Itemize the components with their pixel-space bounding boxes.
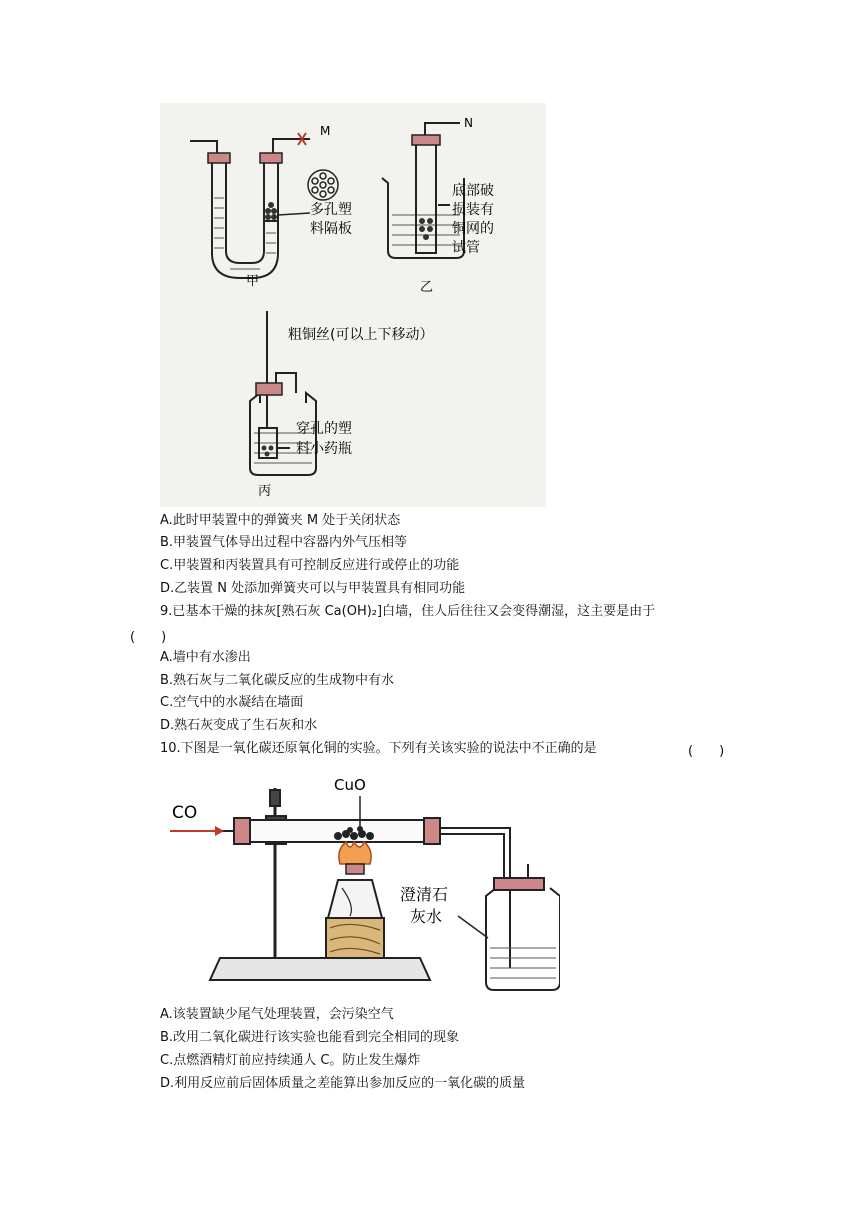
q9-option-a: A.墙中有水渗出 (160, 650, 251, 665)
iron-stand (210, 788, 430, 980)
label-vial-1: 穿孔的塑 (296, 421, 352, 437)
limewater-bottle (458, 864, 560, 990)
label-limewater-1: 澄清石 (400, 885, 449, 904)
label-copper-wire: 粗铜丝(可以上下移动） (288, 327, 434, 343)
q10-answer-paren: ( ) (688, 744, 725, 759)
q9-option-b: B.熟石灰与二氧化碳反应的生成物中有水 (160, 673, 395, 688)
alcohol-lamp (328, 880, 382, 918)
label-bing: 丙 (258, 484, 272, 499)
q9-answer-paren: ( ) (130, 630, 167, 645)
q10-option-c: C.点燃酒精灯前应持续通人 C。防止发生爆炸 (160, 1053, 421, 1068)
label-broken-tube-2: 损装有 (452, 202, 494, 218)
label-porous-plate-2: 料隔板 (310, 221, 352, 237)
flame (339, 842, 371, 874)
q10-option-d: D.利用反应前后固体质量之差能算出参加反应的一氧化碳的质量 (160, 1076, 526, 1091)
q8-option-c: C.甲装置和丙装置具有可控制反应进行或停止的功能 (160, 558, 460, 573)
label-broken-tube-1: 底部破 (452, 183, 494, 199)
q9-option-c: C.空气中的水凝结在墙面 (160, 695, 304, 710)
label-cuo: CuO (334, 776, 366, 794)
q9-option-d: D.熟石灰变成了生石灰和水 (160, 718, 318, 733)
q10-stem: 10.下图是一氧化碳还原氧化铜的实验。下列有关该实验的说法中不正确的是 (160, 741, 597, 756)
label-broken-tube-4: 试管 (452, 240, 480, 256)
q8-option-d: D.乙装置 N 处添加弹簧夹可以与甲装置具有相同功能 (160, 581, 466, 596)
q8-option-a: A.此时甲装置中的弹簧夹 M 处于关闭状态 (160, 513, 401, 528)
q9-stem: 9.已基本干燥的抹灰[熟石灰 Ca(OH)₂]白墙，住人后往往又会变得潮湿，这主要是由于 (160, 604, 656, 619)
label-co: CO (172, 803, 198, 823)
label-porous-plate-1: 多孔塑 (310, 202, 352, 218)
co-reduction-figure (160, 768, 560, 1000)
label-n: N (464, 116, 473, 130)
q10-option-b: B.改用二氧化碳进行该实验也能看到完全相同的现象 (160, 1030, 460, 1045)
q10-option-a: A.该装置缺少尾气处理装置，会污染空气 (160, 1007, 394, 1022)
wood-block (326, 918, 384, 958)
q8-option-b: B.甲装置气体导出过程中容器内外气压相等 (160, 535, 408, 550)
label-jia: 甲 (246, 274, 260, 289)
label-yi: 乙 (420, 280, 434, 295)
u-tube-apparatus (190, 133, 310, 278)
apparatus-figure-1 (160, 103, 546, 507)
label-broken-tube-3: 铜网的 (452, 221, 494, 237)
label-m: M (320, 124, 331, 138)
label-vial-2: 料小药瓶 (296, 441, 352, 457)
label-limewater-2: 灰水 (410, 907, 443, 926)
